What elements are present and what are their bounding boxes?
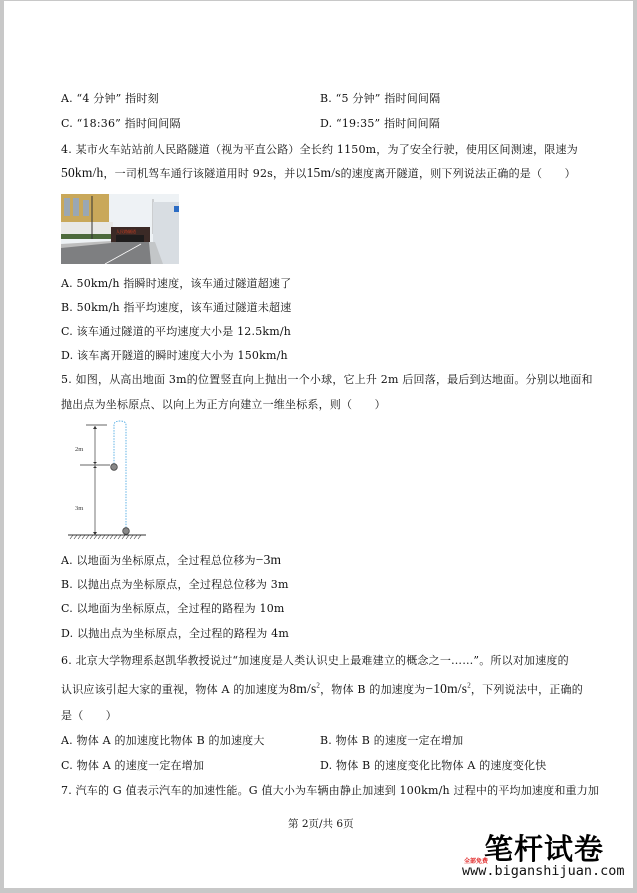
q7-stem-line1: 7. 汽车的 G 值表示汽车的加速性能。G 值大小为车辆由静止加速到 100km/h 过程中的平均加速度和重力加 <box>61 784 600 797</box>
accel-b-value: $-10m/s^2$ <box>425 681 471 696</box>
accel-a-value: $8m/s^2$ <box>289 681 321 696</box>
q4-stem-line1: 4. 某市火车站站前人民路隧道（视为平直公路）全长约 1150m，为了安全行驶，使用区间测速，限速为 <box>61 143 578 156</box>
q4-option-a: A. 50km/h 指瞬时速度，该车通过隧道超速了 <box>61 277 292 290</box>
page-number: 第 2页/共 6页 <box>288 818 354 830</box>
exit-speed-value: 15m/s <box>306 165 341 180</box>
q5-stem-line1: 5. 如图，从高出地面 3m的位置竖直向上抛出一个小球，它上升 2m 后回落，最后到达地面。分别以地面和 <box>61 373 593 386</box>
q5-option-d: D. 以抛出点为坐标原点，全过程的路程为 4m <box>61 627 289 640</box>
q6-option-a: A. 物体 A 的加速度比物体 B 的加速度大 <box>61 734 265 747</box>
document-page <box>4 1 633 888</box>
displacement-value: −3m <box>255 552 282 567</box>
tunnel-photo <box>61 194 179 264</box>
q3-option-a: A. “4 分钟” 指时刻 <box>61 92 159 105</box>
q3-option-c: C. “18:36” 指时间间隔 <box>61 117 181 130</box>
svg-text:2m: 2m <box>75 446 84 453</box>
q6-stem-line2: 认识应该引起大家的重视，物体 A 的加速度为$8m/s^2$，物体 B 的加速度为$-10m/s^2$，下列说法中，正确的 <box>61 681 583 696</box>
speed-limit-value: 50km/h <box>61 165 104 180</box>
q6-option-d: D. 物体 B 的速度变化比物体 A 的速度变化快 <box>320 759 547 772</box>
q3-option-d: D. “19:35” 指时间间隔 <box>320 117 441 130</box>
q6-stem-line3: 是（ ） <box>61 709 117 722</box>
watermark-url[interactable]: www.biganshijuan.com <box>462 863 625 879</box>
ball-throw-diagram <box>66 419 146 541</box>
watermark-tag: 全部免费 <box>464 858 489 865</box>
q5-option-b: B. 以抛出点为坐标原点，全过程总位移为 3m <box>61 578 289 591</box>
svg-text:人民路隧道: 人民路隧道 <box>116 229 136 234</box>
q4-stem-line2: 50km/h，一司机驾车通行该隧道用时 92s，并以15m/s的速度离开隧道，则下列说法正确的是（ ） <box>61 165 576 180</box>
q6-option-b: B. 物体 B 的速度一定在增加 <box>320 734 464 747</box>
q3-option-b: B. “5 分钟” 指时间间隔 <box>320 92 441 105</box>
q4-option-c: C. 该车通过隧道的平均速度大小是 12.5km/h <box>61 325 292 338</box>
ball-trajectory-icon <box>66 419 146 541</box>
q4-option-b: B. 50km/h 指平均速度，该车通过隧道未超速 <box>61 301 292 314</box>
svg-text:3m: 3m <box>75 505 84 512</box>
q5-option-a: A. 以地面为坐标原点，全过程总位移为−3m <box>61 552 282 567</box>
q4-option-d: D. 该车离开隧道的瞬时速度大小为 150km/h <box>61 349 288 362</box>
watermark-title: 笔杆试卷 <box>484 832 605 866</box>
q6-option-c: C. 物体 A 的速度一定在增加 <box>61 759 205 772</box>
q5-option-c: C. 以地面为坐标原点，全过程的路程为 10m <box>61 602 285 615</box>
q5-stem-line2: 抛出点为坐标原点、以向上为正方向建立一维坐标系，则（ ） <box>61 398 386 411</box>
q6-stem-line1: 6. 北京大学物理系赵凯华教授说过“加速度是人类认识史上最难建立的概念之一……”。所以对加速度的 <box>61 654 569 667</box>
tunnel-photo-icon <box>61 194 179 264</box>
